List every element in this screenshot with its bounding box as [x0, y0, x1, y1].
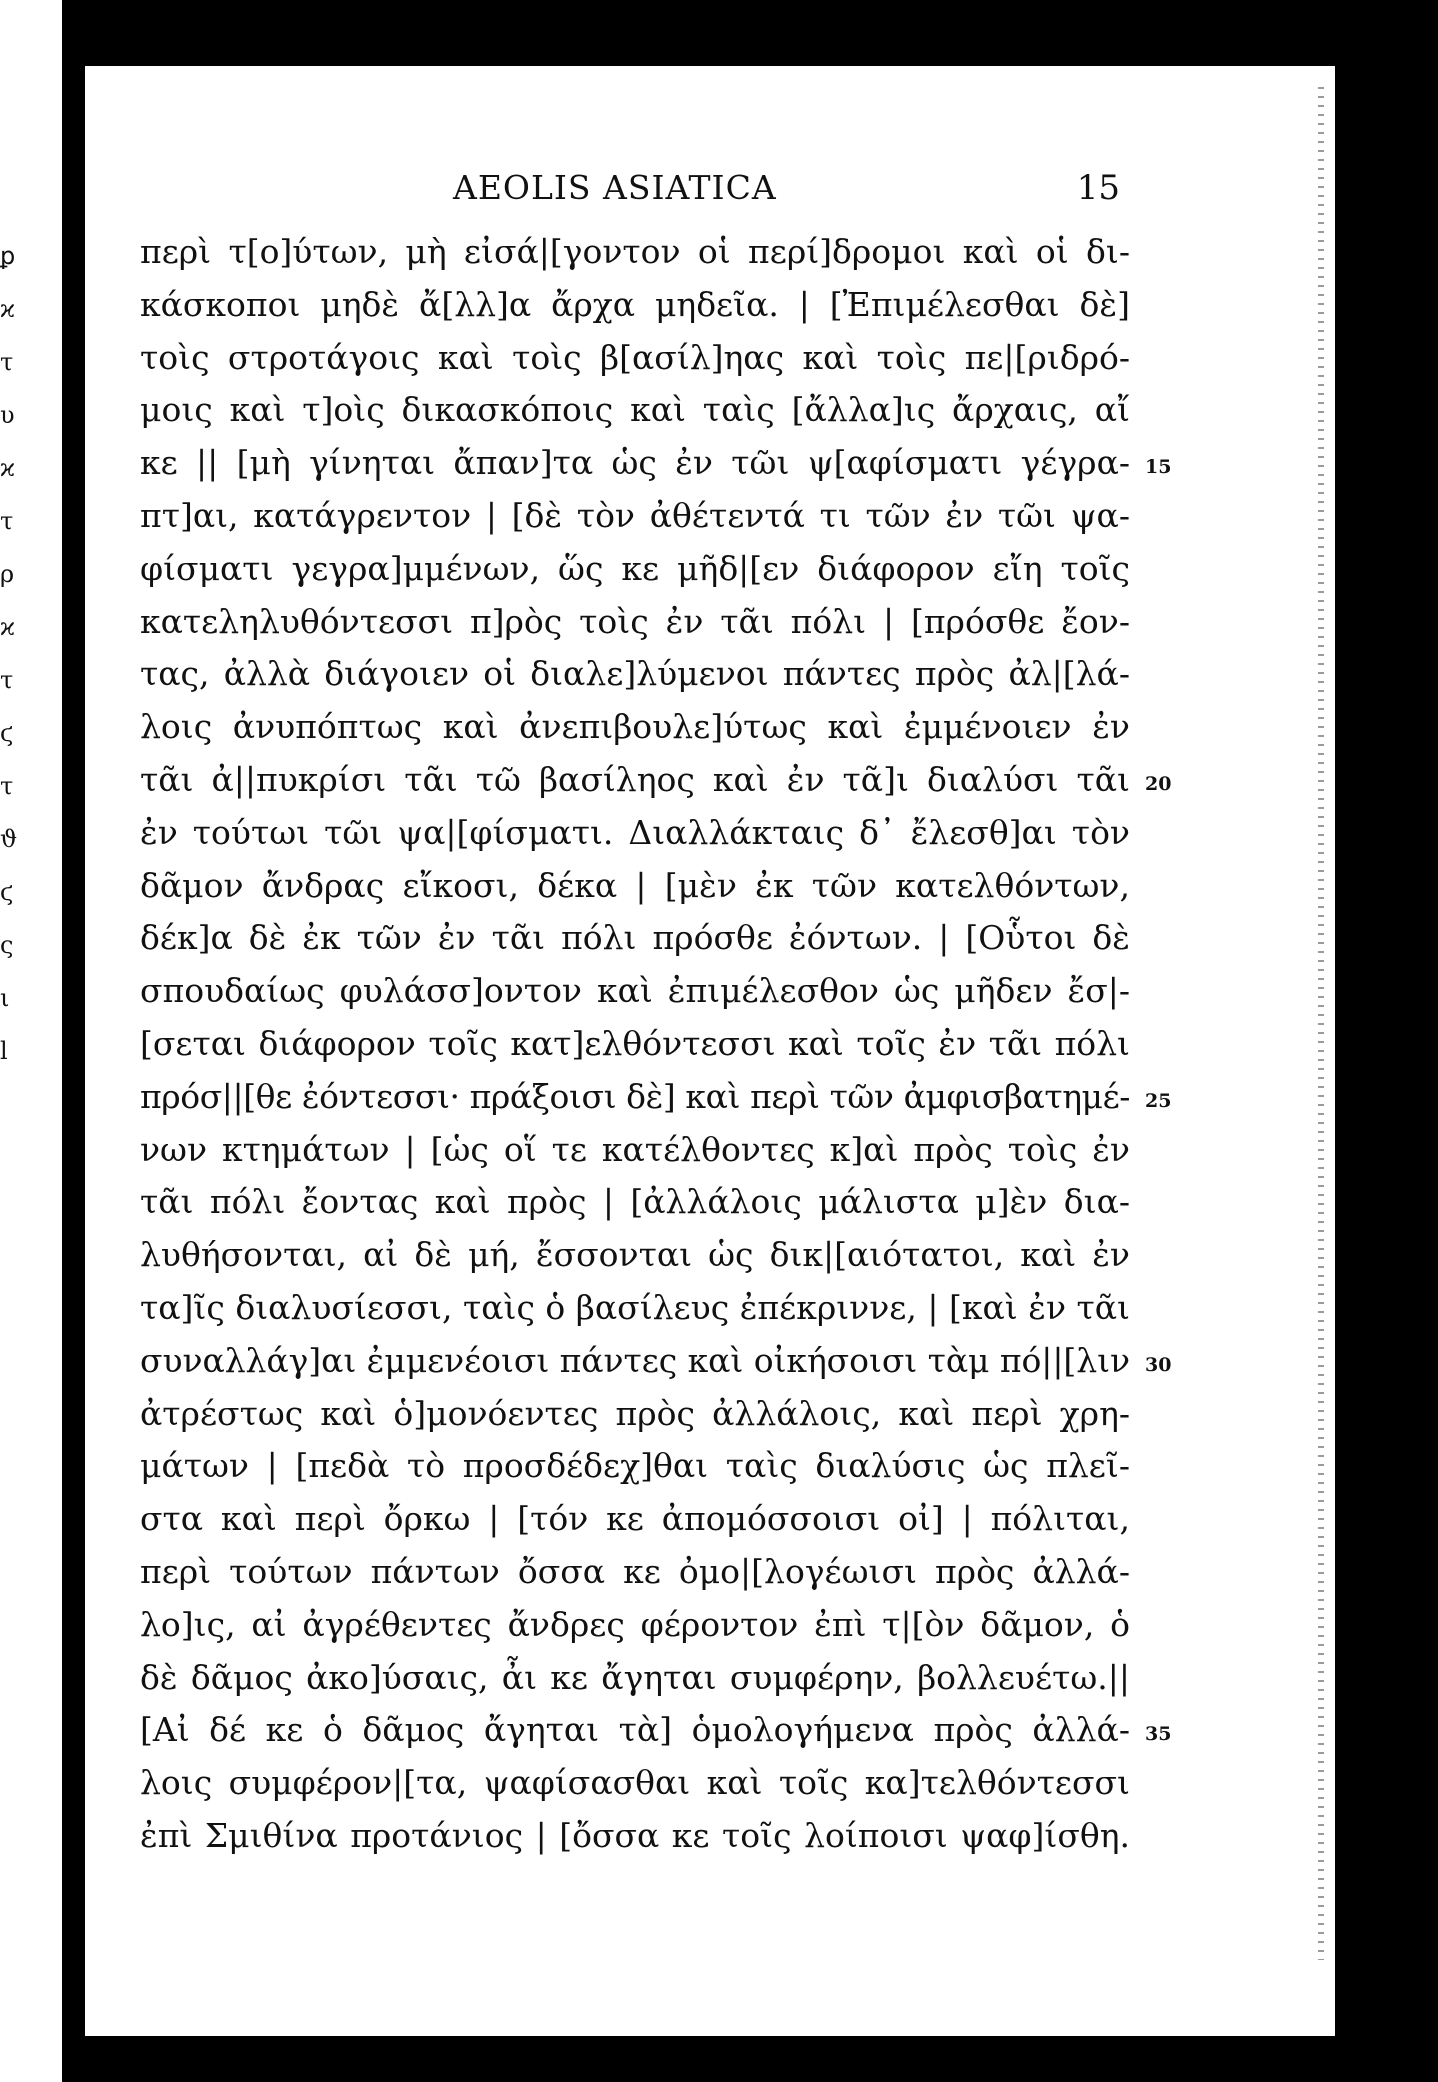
text-line — [140, 1335, 1172, 1388]
line-text: στα καὶ περὶ ὄρκω | [τόν κε ἀπομόσσοισι οἰ] | πόλιται, — [140, 1499, 1130, 1539]
line-text: τᾶι πόλι ἔοντας καὶ πρὸς | [ἀλλάλοις μάλιστα μ]ὲν δια- — [140, 1182, 1130, 1222]
page-edge-shadow — [1318, 80, 1324, 1960]
line-text: ἐν τούτωι τῶι ψα|[φίσματι. Διαλλάκταις δ᾽ ἔλεσθ]αι τὸν — [140, 812, 1130, 852]
text-line — [140, 437, 1172, 490]
text-line — [140, 1704, 1172, 1757]
text-line — [140, 860, 1130, 913]
line-text: λοις ἀνυπόπτως καὶ ἀνεπιβουλε]ύτως καὶ ἐμμένοιεν ἐν — [140, 707, 1130, 747]
text-line — [140, 1388, 1130, 1441]
text-line — [140, 332, 1130, 385]
line-text: λυθήσονται, αἰ δὲ μή, ἔσσονται ὡς δικ|[αιότατοι, καὶ ἐν — [140, 1235, 1130, 1275]
line-text: νων κτημάτων | [ὡς οἵ τε κατέλθοντες κ]αὶ πρὸς τοὶς ἐν — [140, 1129, 1130, 1169]
binding-line — [66, 60, 69, 2000]
line-text: κάσκοποι μηδὲ ἄ[λλ]α ἄρχα μηδεῖα. | [Ἐπιμέλεσθαι δὲ] — [140, 284, 1130, 324]
line-text: μοις καὶ τ]οὶς δικασκόποις καὶ ταὶς [ἄλλα]ις ἄρχαις, αἴ — [140, 390, 1130, 430]
line-text: σπουδαίως φυλάσσ]οντον καὶ ἐπιμέλεσθον ὡς μῆδεν ἔσ|- — [140, 971, 1130, 1011]
text-line — [140, 754, 1172, 807]
page-number: 15 — [1076, 168, 1120, 208]
text-line — [140, 1599, 1130, 1652]
line-text: συναλλάγ]αι ἐμμενέοισι πάντες καὶ οἰκήσοισι τὰμ πό||[λιν — [140, 1340, 1130, 1380]
text-line — [140, 701, 1130, 754]
text-line — [140, 1018, 1130, 1071]
running-header-title: AEOLIS ASIATICA — [453, 168, 777, 207]
text-line — [140, 1124, 1130, 1177]
text-line — [140, 1493, 1130, 1546]
line-text: δέκ]α δὲ ἐκ τῶν ἐν τᾶι πόλι πρόσθε ἐόντων. | [Οὗτοι δὲ — [140, 918, 1130, 958]
text-line — [140, 384, 1130, 437]
line-text: φίσματι γεγρα]μμένων, ὥς κε μῆδ|[εν διάφορον εἴη τοῖς — [140, 548, 1130, 588]
line-text: πτ]αι, κατάγρεντον | [δὲ τὸν ἀθέτεντά τι τῶν ἐν τῶι ψα- — [140, 495, 1130, 535]
line-number: 15 — [1145, 456, 1172, 479]
line-number: 25 — [1145, 1089, 1172, 1112]
line-number: 30 — [1145, 1353, 1172, 1376]
text-line — [140, 1229, 1130, 1282]
text-line — [140, 648, 1130, 701]
line-text: λο]ις, αἰ ἀγρέθεντες ἄνδρες φέροντον ἐπὶ τ|[ὸν δᾶμον, ὁ — [140, 1604, 1130, 1644]
previous-page-edge — [0, 0, 62, 2082]
line-number: 35 — [1145, 1723, 1172, 1746]
line-text: πρόσ||[θε ἐόντεσσι· πράξοισι δὲ] καὶ περὶ τῶν ἀμφισβατημέ- — [140, 1076, 1130, 1116]
text-line — [140, 1546, 1130, 1599]
binding-line — [74, 60, 76, 2000]
line-text: κατεληλυθόντεσσι π]ρὸς τοὶς ἐν τᾶι πόλι | [πρόσθε ἔον- — [140, 601, 1130, 641]
line-text: περὶ τ[ο]ύτων, μὴ εἰσά|[γοντον οἱ περί]δρομοι καὶ οἱ δι- — [140, 232, 1130, 271]
line-text: ἐπὶ Σμιθίνα προτάνιος | [ὄσσα κε τοῖς λοίποισι ψαφ]ίσθη. — [140, 1815, 1130, 1855]
text-line — [140, 279, 1130, 332]
text-line — [140, 1810, 1130, 1863]
line-text: δᾶμον ἄνδρας εἴκοσι, δέκα | [μὲν ἐκ τῶν κατελθόντων, — [140, 865, 1130, 905]
text-line — [140, 965, 1130, 1018]
text-line — [140, 490, 1130, 543]
line-number: 20 — [1145, 772, 1172, 795]
line-text: κε || [μὴ γίνηται ἄπαν]τα ὡς ἐν τῶι ψ[αφίσματι γέγρα- — [140, 443, 1130, 483]
text-line — [140, 1757, 1130, 1810]
text-line — [140, 1282, 1130, 1335]
line-text: τοὶς στροτάγοις καὶ τοὶς β[ασίλ]ηας καὶ τοὶς πε|[ριδρό- — [140, 337, 1130, 377]
line-text: τας, ἀλλὰ διάγοιεν οἱ διαλε]λύμενοι πάντες πρὸς ἀλ|[λά- — [140, 654, 1130, 694]
previous-page-fragments: ꝑ ϰ τ υ ϰ τ ρ ϰ τ ϛ τ ϑ ϛ ς ι l — [0, 242, 18, 1065]
text-line — [140, 543, 1130, 596]
line-text: λοις συμφέρον|[τα, ψαφίσασθαι καὶ τοῖς κα]τελθόντεσσι — [140, 1763, 1130, 1803]
line-text: [σεται διάφορον τοῖς κατ]ελθόντεσσι καὶ τοῖς ἐν τᾶι πόλι — [140, 1023, 1130, 1063]
text-line — [140, 1440, 1130, 1493]
text-line — [140, 807, 1130, 860]
line-text: μάτων | [πεδὰ τὸ προσδέδεχ]θαι ταὶς διαλύσις ὡς πλεῖ- — [140, 1446, 1130, 1486]
line-text: δὲ δᾶμος ἀκο]ύσαις, ἆι κε ἄγηται συμφέρην, βολλευέτω.|| — [140, 1657, 1130, 1697]
text-line — [140, 912, 1130, 965]
line-text: τᾶι ἀ||πυκρίσι τᾶι τῶ βασίληος καὶ ἐν τᾶ]ι διαλύσι τᾶι — [140, 759, 1130, 799]
line-text: [Αἰ δέ κε ὁ δᾶμος ἄγηται τὰ] ὁμολογήμενα πρὸς ἀλλά- — [140, 1710, 1130, 1750]
line-text: τα]ῖς διαλυσίεσσι, ταὶς ὁ βασίλευς ἐπέκριννε, | [καὶ ἐν τᾶι — [140, 1287, 1130, 1327]
line-text: ἀτρέστως καὶ ὁ]μονόεντες πρὸς ἀλλάλοις, καὶ περὶ χρη- — [140, 1393, 1130, 1433]
text-line — [140, 1176, 1130, 1229]
text-line — [140, 596, 1130, 649]
inscription-text — [140, 226, 1172, 1863]
text-line — [140, 1652, 1130, 1705]
text-line — [140, 226, 1130, 279]
line-text: περὶ τούτων πάντων ὄσσα κε ὀμο|[λογέωισι πρὸς ἀλλά- — [140, 1551, 1130, 1591]
text-line — [140, 1071, 1172, 1124]
